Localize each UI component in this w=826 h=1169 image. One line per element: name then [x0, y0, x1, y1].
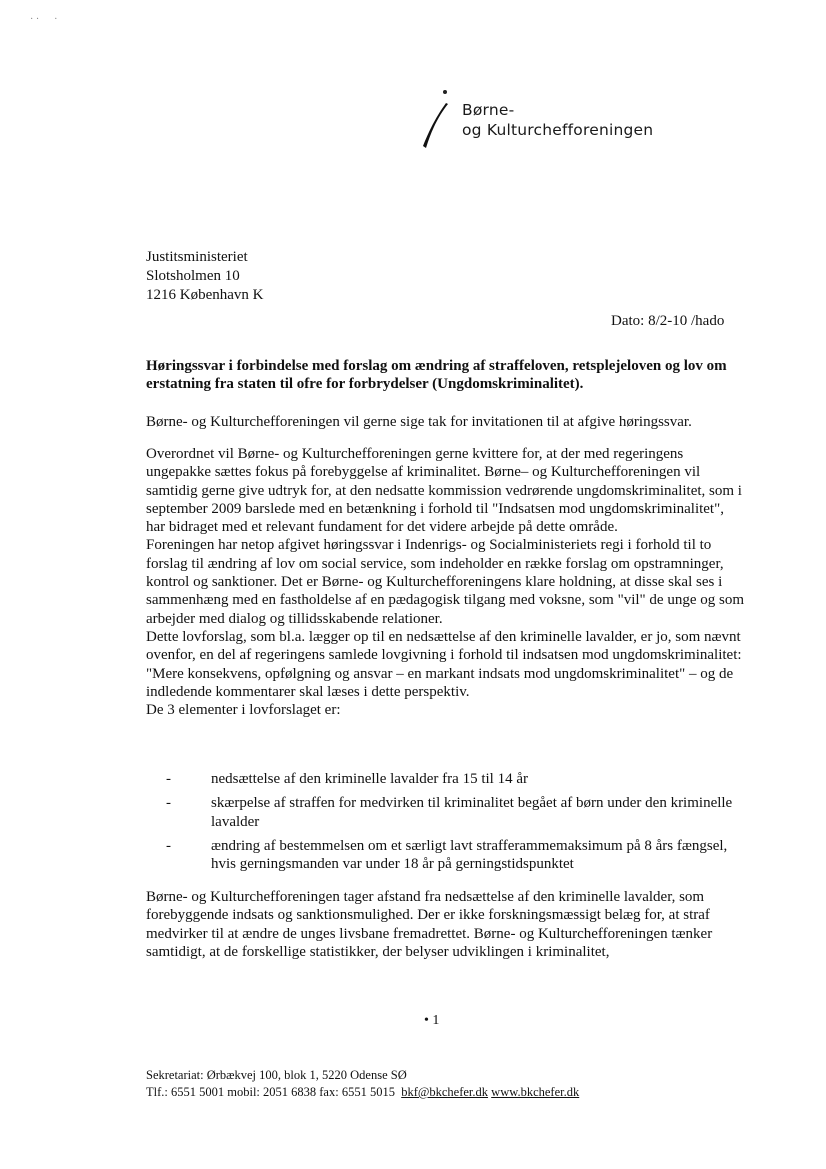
page-number: • 1	[424, 1013, 440, 1028]
footer-phone-fax: Tlf.: 6551 5001 mobil: 2051 6838 fax: 6551 5015	[146, 1085, 395, 1099]
list-item	[146, 837, 746, 874]
recipient-city: 1216 København K	[146, 287, 264, 303]
footer-contact	[146, 1084, 579, 1101]
organization-logo	[462, 100, 653, 140]
bullet-text: skærpelse af straffen for medvirken til kriminalitet begået af børn under den kriminelle lavalder	[211, 795, 733, 830]
scan-specks: · · ·	[30, 14, 58, 25]
recipient-street: Slotsholmen 10	[146, 268, 240, 284]
logo-mark-icon	[418, 88, 454, 154]
body-paragraph-2: Foreningen har netop afgivet høringssvar i Indenrigs- og Socialministeriets regi i forhold til to forslag til ændring af lov om social service, som indeholder en række forslag om opstramninger, kontrol og sanktioner. Det er Børne- og Kulturchefforeningens klare holdning, at disse skal ses i sammenhæng med en fastholdelse af en pædagogisk tilgang med voksne, som "vil" de unge og som arbejder med dialog og tillidsskabende relationer.	[146, 537, 744, 627]
bullet-marker: -	[166, 795, 171, 812]
document-title: Høringssvar i forbindelse med forslag om ændring af straffeloven, retsplejeloven og lov om erstatning fra staten til ofre for forbrydelser (Ungdomskriminalitet).	[146, 358, 727, 392]
logo-line-1: Børne-	[462, 101, 515, 119]
footer-address: Sekretariat: Ørbækvej 100, blok 1, 5220 Odense SØ	[146, 1068, 407, 1082]
bullet-text: nedsættelse af den kriminelle lavalder fra 15 til 14 år	[211, 771, 528, 787]
final-paragraph: Børne- og Kulturchefforeningen tager afstand fra nedsættelse af den kriminelle lavalder, som forebyggende indsats og sanktionsmulighed. Der er ikke forskningsmæssigt belæg for, at straf medvirker til at ændre de unges livsbane fremadrettet. Børne- og Kulturchefforeningen tænker samtidigt, at de forskellige statistikker, der belyser udviklingen i kriminalitet,	[146, 889, 713, 960]
body-text	[146, 445, 746, 719]
bullet-marker: -	[166, 837, 171, 854]
logo-line-2: og Kulturchefforeningen	[462, 121, 654, 139]
body-paragraph-1: Overordnet vil Børne- og Kulturchefforeningen gerne kvittere for, at der med regeringens ungepakke sættes fokus på forebyggelse af kriminalitet. Børne– og Kulturchefforeningen vil samtidig gerne give udtryk for, at den nedsatte kommission vedrørende ungdomskriminalitet, som i september 2009 barslede med en betænkning i forhold til "Indsatsen mod ungdomskriminalitet", har bidraget med et relevant fundament for det videre arbejde på dette område.	[146, 446, 742, 536]
footer-website-link[interactable]: www.bkchefer.dk	[491, 1085, 580, 1099]
list-item	[146, 794, 746, 831]
date-line: Dato: 8/2-10 /hado	[611, 313, 725, 329]
bullet-list	[146, 770, 746, 879]
recipient-address	[146, 248, 263, 305]
footer-email-link[interactable]: bkf@bkchefer.dk	[401, 1085, 489, 1099]
bullet-text: ændring af bestemmelsen om et særligt lavt strafferammemaksimum på 8 års fængsel, hvis gerningsmanden var under 18 år på gerningstidspunktet	[211, 837, 728, 873]
recipient-name: Justitsministeriet	[146, 249, 248, 265]
bullet-marker: -	[166, 771, 171, 787]
body-paragraph-3: Dette lovforslag, som bl.a. lægger op til en nedsættelse af den kriminelle lavalder, er jo, som nævnt ovenfor, en del af regeringens samlede lovgivning i forhold til indsatsen mod ungdomskriminalitet: "Mere konsekvens, opfølgning og ansvar – en markant indsats mod ungdomskriminalitet" – og de indledende kommentarer skal læses i dette perspektiv.	[146, 628, 742, 700]
list-item	[146, 770, 746, 788]
intro-paragraph: Børne- og Kulturchefforeningen vil gerne sige tak for invitationen til at afgive høringssvar.	[146, 414, 692, 430]
footer	[146, 1067, 579, 1101]
body-paragraph-4: De 3 elementer i lovforslaget er:	[146, 702, 341, 719]
